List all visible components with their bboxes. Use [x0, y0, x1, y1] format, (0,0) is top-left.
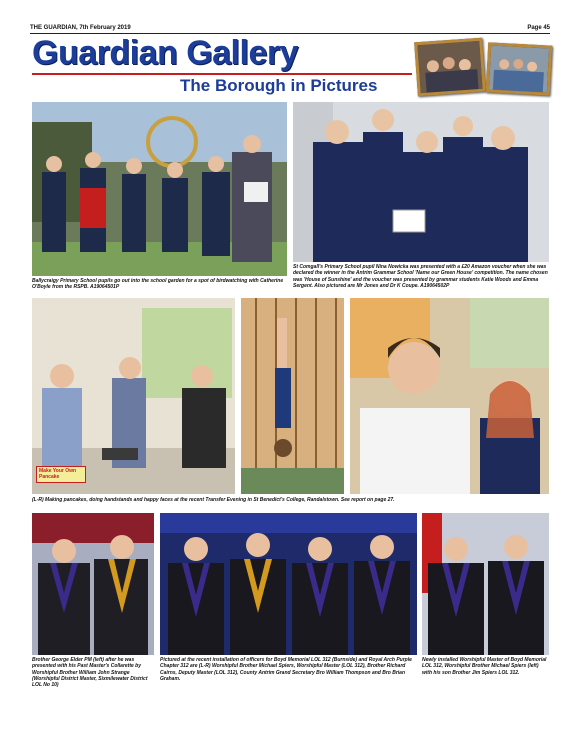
- photo-pancakes: [32, 298, 235, 494]
- caption-amazon-voucher: St Comgall's Primary School pupil Nina Nowicka was presented with a £20 Amazon voucher when she was declared the winner in the Antrim Grammar School 'Name our Green House' competition. The name chosen was 'House of Sunshine' and the voucher was presented by grammar students Katie Woods and Emma Sergent. Also pictured are Mr Jones and Dr K Coupe. A19064502P: [293, 264, 548, 289]
- group-photo-thumbnail: [489, 46, 549, 93]
- happy-faces-illustration: [350, 298, 549, 494]
- pancake-sign: [36, 466, 86, 483]
- page-subtitle: The Borough in Pictures: [180, 76, 378, 95]
- caption-transfer-evening: (L-R) Making pancakes, doing handstands and happy faces at the recent Transfer Evening in St Benedict's College, Randalstown. See report on page 27.: [32, 497, 395, 503]
- installation-of-officers-illustration: [160, 513, 417, 655]
- group-photo-thumbnail: [417, 41, 482, 93]
- pancake-making-illustration: [32, 298, 235, 494]
- pancake-sign-text: Make Your Own Pancake: [39, 468, 77, 480]
- publication-line: THE GUARDIAN, 7th February 2019: [30, 25, 131, 31]
- caption-spiers: Newly installed Worshipful Master of Boyd Memorial LOL 312, Worshipful Brother Michael Spiers (left) with his son Brother Jim Spiers LOL 312.: [422, 657, 547, 676]
- caption-birdwatching: Ballycraigy Primary School pupils go out into the school garden for a spot of birdwatching with Catherine O'Boyle from the RSPB. A19064501P: [32, 278, 284, 291]
- handstand-illustration: [241, 298, 344, 494]
- voucher-presentation-illustration: [293, 102, 549, 262]
- photo-installation: [160, 513, 417, 655]
- caption-installation: Pictured at the recent installation of officers for Boyd Memorial LOL 312 (Burnside) and Royal Arch Purple Chapter 312 are (L-R) Worshipful Brother Michael Spiers, Worshipful Master (LOL 312), Brother Richard Cairns, Deputy Master (LOL 312), County Antrim Grand Secretary Bro William Thompson and Bro Brian Graham.: [160, 657, 412, 682]
- caption-elder-collarette: Brother George Elder PM (left) after he was presented with his Past Master's Collarette by Worshipful Brother William John Strange (Worshipful District Master, Sixmilewater District LOL No 10): [32, 657, 148, 688]
- photo-happy-faces: [350, 298, 549, 494]
- photo-birdwatching: [32, 102, 287, 276]
- page-title: Guardian Gallery: [32, 34, 298, 72]
- framed-photo-left: [414, 38, 486, 97]
- framed-photo-right: [486, 42, 553, 95]
- title-underline: [32, 73, 412, 75]
- page-number: Page 45: [527, 25, 550, 31]
- collarette-presentation-illustration: [32, 513, 154, 655]
- photo-handstand: [241, 298, 344, 494]
- father-and-son-illustration: [422, 513, 549, 655]
- photo-spiers: [422, 513, 549, 655]
- photo-amazon-voucher: [293, 102, 549, 262]
- birdwatching-illustration: [32, 102, 287, 276]
- photo-elder-collarette: [32, 513, 154, 655]
